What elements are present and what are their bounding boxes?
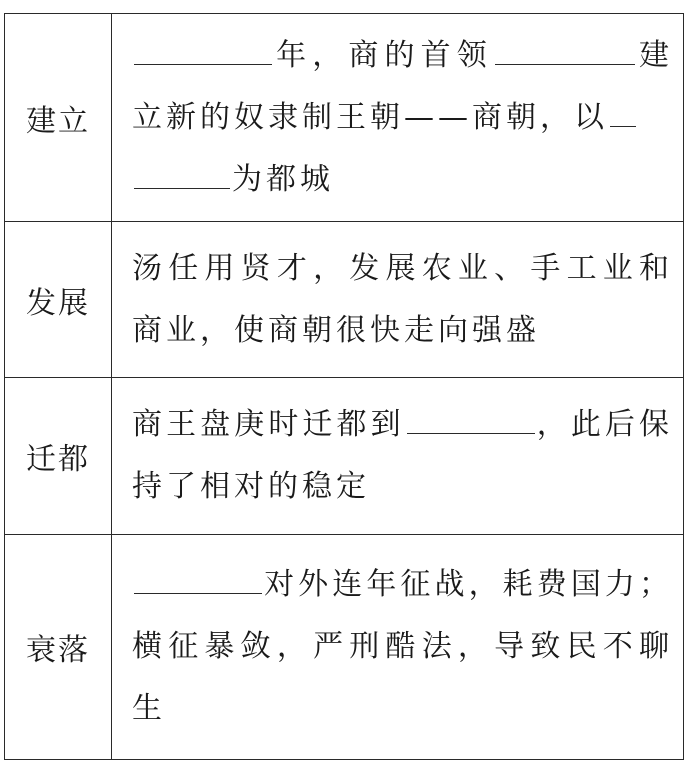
- description-cell: [112, 222, 684, 378]
- stage-label: 迁都: [5, 378, 112, 535]
- table-row: [5, 378, 684, 535]
- fill-blank[interactable]: [134, 30, 272, 65]
- table-row: [5, 14, 684, 222]
- stage-label: 衰落: [5, 535, 112, 760]
- description-text: 汤任用贤才，发展农业、手工业和商业，使商朝很快走向强盛: [132, 250, 673, 348]
- fill-blank[interactable]: [495, 30, 635, 65]
- description-text: 年，商的首领: [274, 37, 493, 73]
- description-cell: [112, 378, 684, 535]
- fill-blank[interactable]: [134, 154, 230, 189]
- table-row: [5, 222, 684, 378]
- fill-blank[interactable]: [134, 559, 262, 594]
- fill-blank[interactable]: [610, 92, 636, 127]
- shang-dynasty-table: [4, 13, 684, 760]
- description-text: ，此后保持了相对的稳定: [132, 407, 674, 504]
- description-text: 为都城: [232, 161, 334, 197]
- table-row: [5, 535, 684, 760]
- description-cell: [112, 14, 684, 222]
- stage-label: 建立: [5, 14, 112, 222]
- description-text: 对外连年征战，耗费国力；横征暴敛，严刑酷法，导致民不聊生: [132, 567, 673, 726]
- stage-label: 发展: [5, 222, 112, 378]
- description-text: 商王盘庚时迁都到: [132, 407, 405, 442]
- description-cell: [112, 535, 684, 760]
- fill-blank[interactable]: [407, 399, 535, 434]
- description-text: 建立新的奴隶制王朝——商朝，以: [132, 37, 673, 135]
